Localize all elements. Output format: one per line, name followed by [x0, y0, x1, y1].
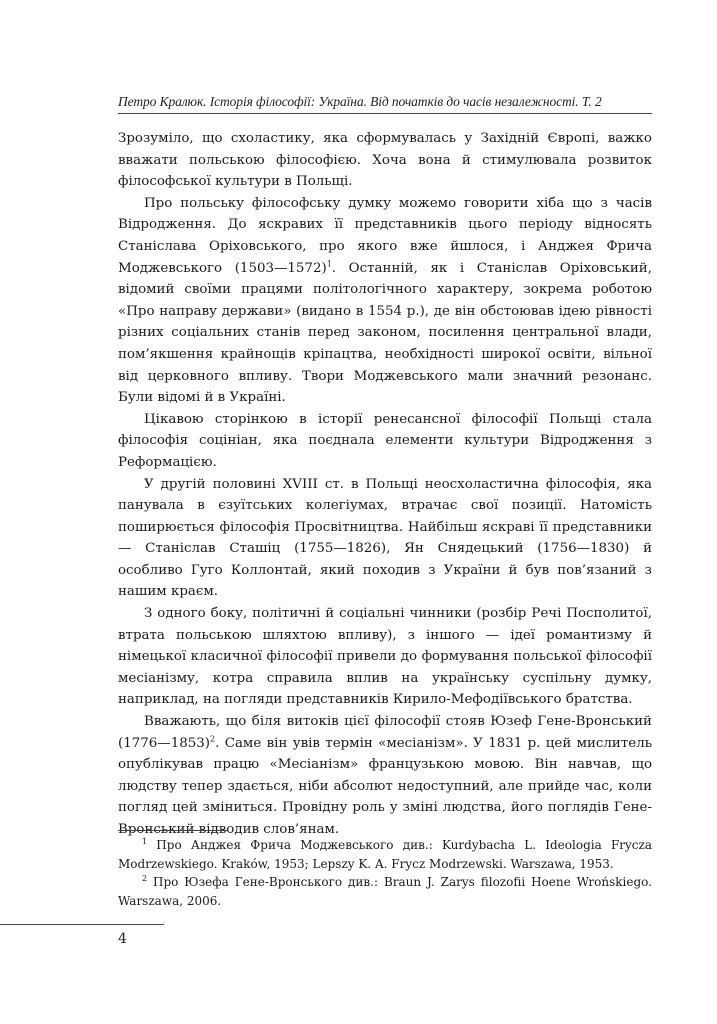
footnotes [118, 836, 652, 910]
footnote-1-text: Про Анджея Фрича Моджевського див.: Kurdybacha L. Ideologia Frycza Modrzewskiego. Kraków, 1953; Lepszy K. A. Frycz Modrzewski. Warszawa, 1953. [118, 838, 652, 871]
page-number: 4 [118, 931, 127, 947]
paragraph-6-part-a: Вважають, що біля витоків цієї філософії стояв Юзеф Гене-Вронський (1776—1853) [118, 714, 652, 751]
body-text [118, 128, 652, 841]
paragraph-1: Зрозуміло, що схоластику, яка сформувалась у Західній Європі, важко вважати польською філософією. Хоча вона й стимулювала розвиток філософської культури в Польщі. [118, 131, 652, 190]
footnote-rule [118, 830, 228, 831]
page-rule [0, 924, 164, 925]
paragraph-4: У другій половині XVIII ст. в Польщі неосхоластична філософія, яка панувала в єзуїтських колегіумах, втрачає свої позиції. Натомість поширюється філософія Просвітництва. Найбільш яскраві її представники — Станіслав Сташіц (1755—1826), Ян Снядецький (1756—1830) й особливо Гуго Коллонтай, який походив з України й був пов’язаний з нашим краєм. [118, 476, 652, 600]
footnote-ref-1[interactable]: 1 [326, 259, 332, 269]
footnote-2-mark: 2 [142, 874, 148, 884]
paragraph-2 [118, 193, 652, 409]
paragraph-2-part-a: Про польську філософську думку можемо говорити хіба що з часів Відродження. До яскравих її представників цього періоду відносять Станіслава Оріховського, про якого вже йшлося, і Анджея Фрича Моджевського (1503—1572) [118, 195, 652, 276]
footnote-2-text: Про Юзефа Гене-Вронського див.: Braun J. Zarys filozofii Hoene Wrońskiego. Warszawa, 2006. [118, 875, 652, 908]
header-rule [118, 113, 652, 114]
running-header: Петро Кралюк. Історія філософії: Україна. Від початків до часів незалежності. Т. 2 [118, 94, 602, 109]
paragraph-3: Цікавою сторінкою в історії ренесансної філософії Польщі стала філософія соцініан, яка поєднала елементи культури Відродження з Реформацією. [118, 411, 652, 470]
footnote-1 [118, 836, 652, 873]
paragraph-2-part-b: . Останній, як і Станіслав Оріховський, відомий своїми працями політологічного характеру, зокрема роботою «Про направу держави» (видано в 1554 р.), де він обстоював ідею рівності різних соціальних станів перед законом, посилення центральної влади, пом’якшення крайнощів кріпацтва, необхідності широкої освіти, вільної від церковного впливу. Твори Моджевського мали значний резонанс. Були відомі й в Україні. [118, 260, 652, 406]
paragraph-5: З одного боку, політичні й соціальні чинники (розбір Речі Посполитої, втрата польською шляхтою впливу), з іншого — ідеї романтизму й німецької класичної філософії привели до формування польської філософії месіанізму, котра справила вплив на українську суспільну думку, наприклад, на погляди представників Кирило-Мефодіївського братства. [118, 606, 652, 708]
paragraph-6 [118, 711, 652, 841]
footnote-ref-2[interactable]: 2 [210, 734, 216, 744]
paragraph-6-part-b: . Саме він увів термін «месіанізм». У 1831 р. цей мислитель опублікував працю «Месіанізм» французькою мовою. Він навчав, що людству тепер здається, ніби абсолют недоступний, але прийде час, коли погляд цей зміниться. Провідну роль у зміні людства, його поглядів Гене-Вронський відводив слов’янам. [118, 735, 652, 837]
footnote-1-mark: 1 [142, 837, 148, 846]
footnote-2 [118, 873, 652, 910]
